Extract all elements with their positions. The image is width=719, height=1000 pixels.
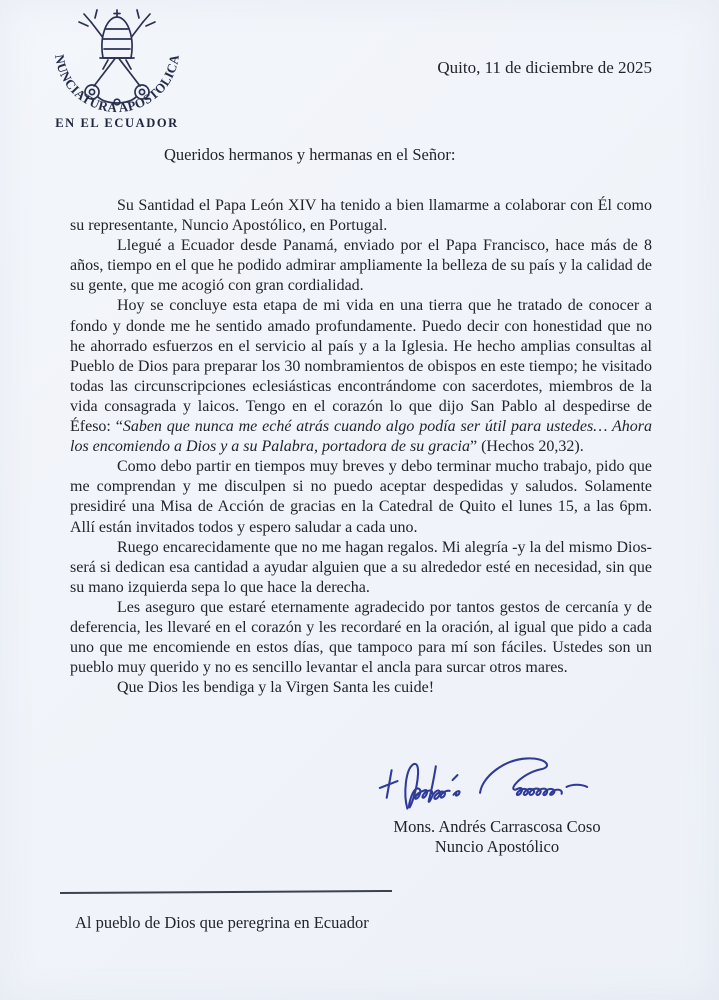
paragraph-text: ” (Hechos 20,32). [469,438,584,456]
paragraph-text: Les aseguro que estaré eternamente agradecido por tantos gestos de cercanía y de deferencia, les llevaré en el corazón y les recordaré en la oración, al igual que pido a cada uno que me encomiende en estos días, que tampoco para mí son fáciles. Ustedes son un pueblo muy querido y no es sencillo levantar el ancla para surcar otros mares. [70,598,652,677]
handwritten-signature-scrawl [370,753,596,815]
body-paragraph [70,296,652,457]
paragraph-text: Hoy se concluye esta etapa de mi vida en una tierra que he tratado de conocer a fondo y donde me he sentido amado profundamente. Puedo decir con honestidad que no he ahorrado esfuerzos en el servicio al país y a la Iglesia. He hecho amplias consultas al Pueblo de Dios para preparar los 30 nombramientos de obispos en este tiempo; he visitado todas las circunscripciones eclesiásticas encontrándome con sacerdotes, miembros de la vida consagrada y laicos. Tengo en el corazón lo que dijo San Pablo al despedirse de Éfeso: “ [70,297,652,436]
footer-divider [60,890,392,894]
letterhead [16,8,218,131]
body-paragraph [70,598,652,678]
paragraph-text: Su Santidad el Papa León XIV ha tenido a bien llamarme a colaborar con Él como su representante, Nuncio Apostólico, en Portugal. [70,197,652,235]
footer-addressee: Al pueblo de Dios que peregrina en Ecuador [75,913,369,932]
paragraph-text: Como debo partir en tiempos muy breves y debo terminar mucho trabajo, pido que me comprendan y me disculpen si no puedo aceptar despedidas y saludos. Solamente presidiré una Misa de Acción de gracias en la Catedral de Quito el lunes 15, a las 6pm. Allí están invitados todos y espero saludar a cada uno. [70,458,652,536]
salutation: Queridos hermanos y hermanas en el Señor: [164,145,456,164]
signer-title: Nuncio Apostólico [434,837,560,856]
paragraph-text: Llegué a Ecuador desde Panamá, enviado por el Papa Francisco, hace más de 8 años, tiempo en el que he podido admirar ampliamente la belleza de su país y la calidad de su gente, que me acogió con gran cordialidad. [70,237,652,295]
paragraph-text: Que Dios les bendiga y la Virgen Santa les cuide! [117,679,435,697]
letterhead-arc-text: NUNCIATURA APOSTOLICA [52,53,182,116]
paragraph-text: Ruego encarecidamente que no me hagan regalos. Mi alegría -y la del mismo Dios- será si dedican esa cantidad a ayudar alguien que a su alrededor esté en necesidad, sin que su mano izquierda sepa lo que hace la derecha. [70,538,652,596]
svg-text:NUNCIATURA APOSTOLICA [52,53,182,115]
letter-body [70,196,652,698]
scripture-quote: Saben que nunca me eché atrás cuando algo podía ser útil para ustedes… Ahora los encomiendo a Dios y a su Palabra, portadora de su gracia [70,418,652,456]
signer-name: Mons. Andrés Carrascosa Coso [393,817,601,836]
papal-tiara-crossed-keys-icon [16,8,218,122]
letterhead-subtitle: EN EL ECUADOR [55,116,179,130]
body-paragraph [70,678,652,698]
body-paragraph [70,196,652,236]
body-paragraph [70,538,652,598]
signature-block [368,753,626,857]
body-paragraph [70,457,652,537]
body-paragraph [70,236,652,296]
dateline: Quito, 11 de diciembre de 2025 [437,58,652,77]
